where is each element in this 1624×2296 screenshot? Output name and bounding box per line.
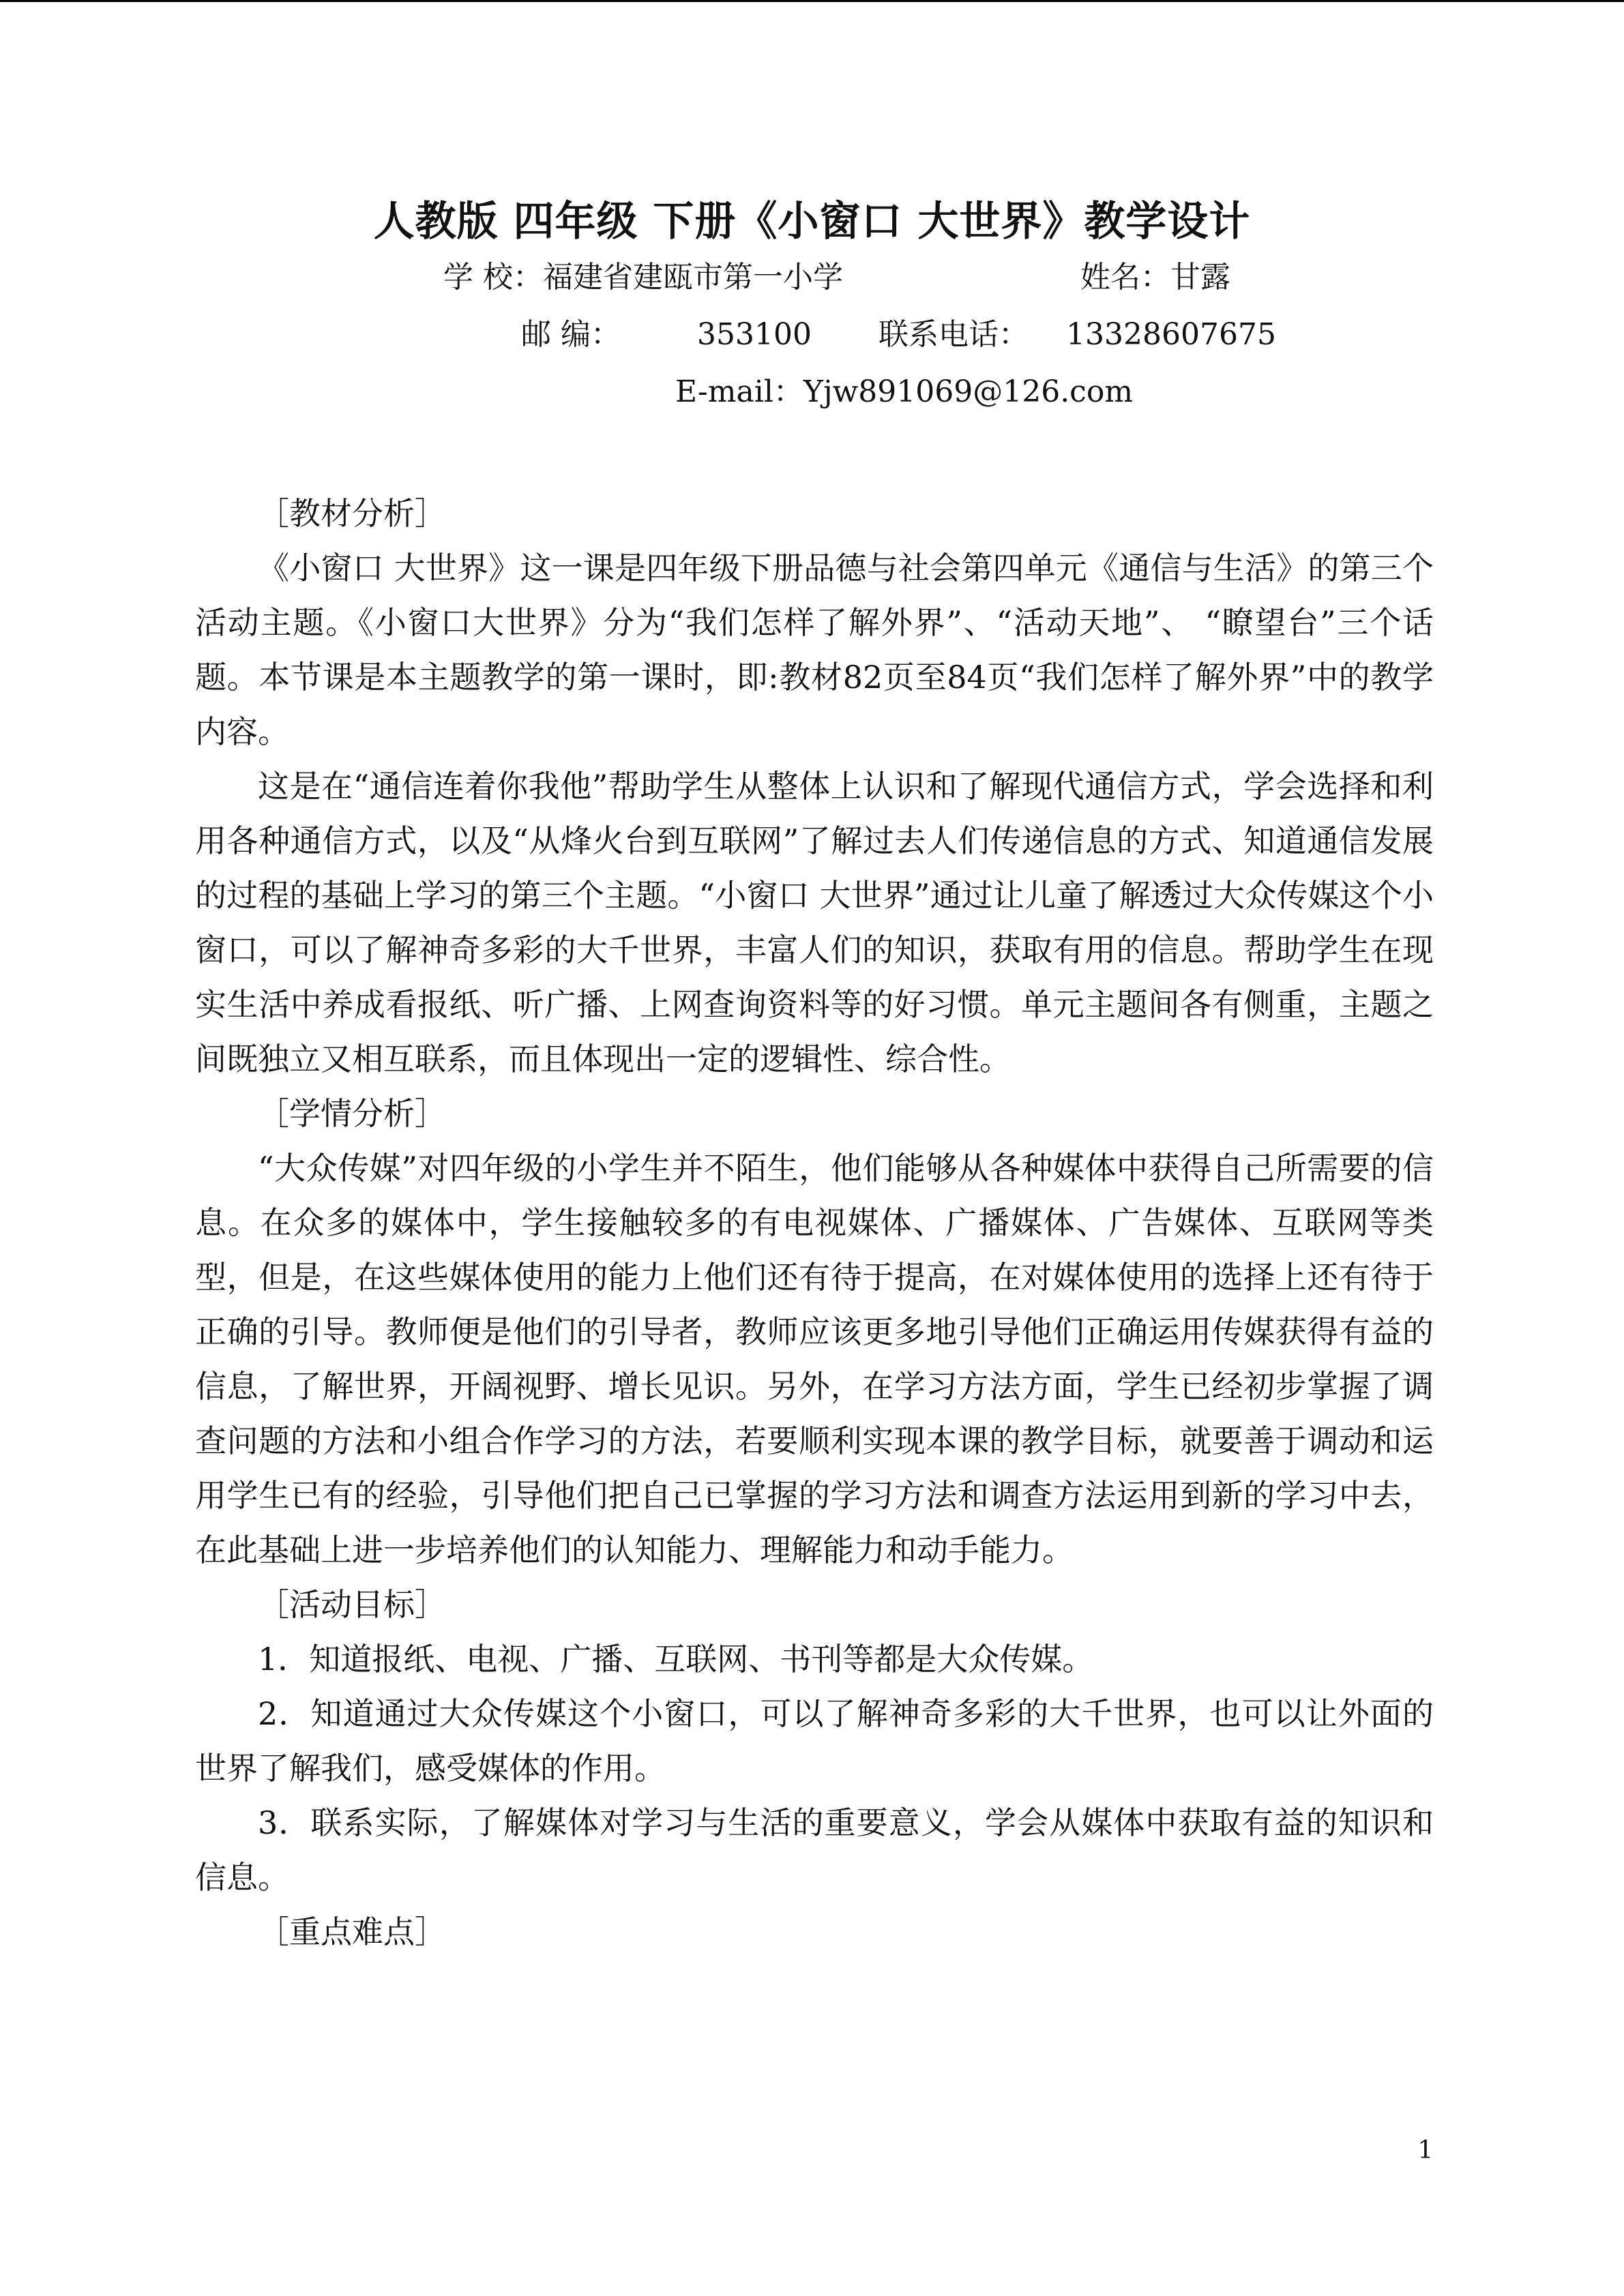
objective-item-1: 1．知道报纸、电视、广播、互联网、书刊等都是大众传媒。 (258, 1641, 1094, 1678)
email-line: E-mail：Yjw891069@126.com (675, 374, 1134, 409)
phone-label: 联系电话： (879, 317, 1029, 352)
section-heading-student-analysis: ［学情分析］ (258, 1095, 446, 1132)
student-analysis-paragraph: “大众传媒”对四年级的小学生并不陌生，他们能够从各种媒体中获得自己所需要的信息。在众多的媒体中，学生接触较多的有电视媒体、广播媒体、广告媒体、互联网等类型，但是，在这些媒体使用的能力上他们还有待于提高，在对媒体使用的选择上还有待于正确的引导。教师便是他们的引导者，教师应该更多地引导他们正确运用传媒获得有益的信息，了解世界，开阔视野、增长见识。另外，在学习方法方面，学生已经初步掌握了调查问题的方法和小组合作学习的方法，若要顺利实现本课的教学目标，就要善于调动和运用学生已有的经验，引导他们把自己已掌握的学习方法和调查方法运用到新的学习中去，在此基础上进一步培养他们的认知能力、理解能力和动手能力。 (195, 1150, 1434, 1568)
name-line: 姓名：甘露 (1080, 260, 1230, 295)
material-analysis-paragraph-1: 《小窗口 大世界》这一课是四年级下册品德与社会第四单元《通信与生活》的第三个活动主题。《小窗口大世界》分为“我们怎样了解外界”、“活动天地”、 “瞭望台”三个话题。本节课是本主题教学的第一课时，即:教材82页至84页“我们怎样了解外界”中的教学内容。 (195, 550, 1434, 750)
objective-item-2: 2．知道通过大众传媒这个小窗口，可以了解神奇多彩的大千世界，也可以让外面的世界了解我们，感受媒体的作用。 (195, 1695, 1434, 1787)
page-number: 1 (1417, 2136, 1434, 2164)
objective-item-3: 3．联系实际，了解媒体对学习与生活的重要意义，学会从媒体中获取有益的知识和信息。 (195, 1804, 1434, 1896)
section-heading-material-analysis: ［教材分析］ (258, 495, 446, 532)
postcode-value: 353100 (697, 317, 812, 352)
section-heading-objectives: ［活动目标］ (258, 1586, 446, 1623)
school-line: 学 校：福建省建瓯市第一小学 (443, 260, 843, 295)
document-title: 人教版 四年级 下册《小窗口 大世界》教学设计 (373, 198, 1251, 245)
postcode-label: 邮 编： (521, 317, 621, 352)
section-heading-key-points: ［重点难点］ (258, 1913, 446, 1950)
material-analysis-paragraph-2: 这是在“通信连着你我他”帮助学生从整体上认识和了解现代通信方式，学会选择和利用各种通信方式，以及“从烽火台到互联网”了解过去人们传递信息的方式、知道通信发展的过程的基础上学习的第三个主题。“小窗口 大世界”通过让儿童了解透过大众传媒这个小窗口，可以了解神奇多彩的大千世界，丰富人们的知识，获取有用的信息。帮助学生在现实生活中养成看报纸、听广播、上网查询资料等的好习惯。单元主题间各有侧重，主题之间既独立又相互联系，而且体现出一定的逻辑性、综合性。 (195, 768, 1434, 1077)
document-body (195, 486, 1434, 1959)
phone-value: 13328607675 (1066, 317, 1276, 352)
